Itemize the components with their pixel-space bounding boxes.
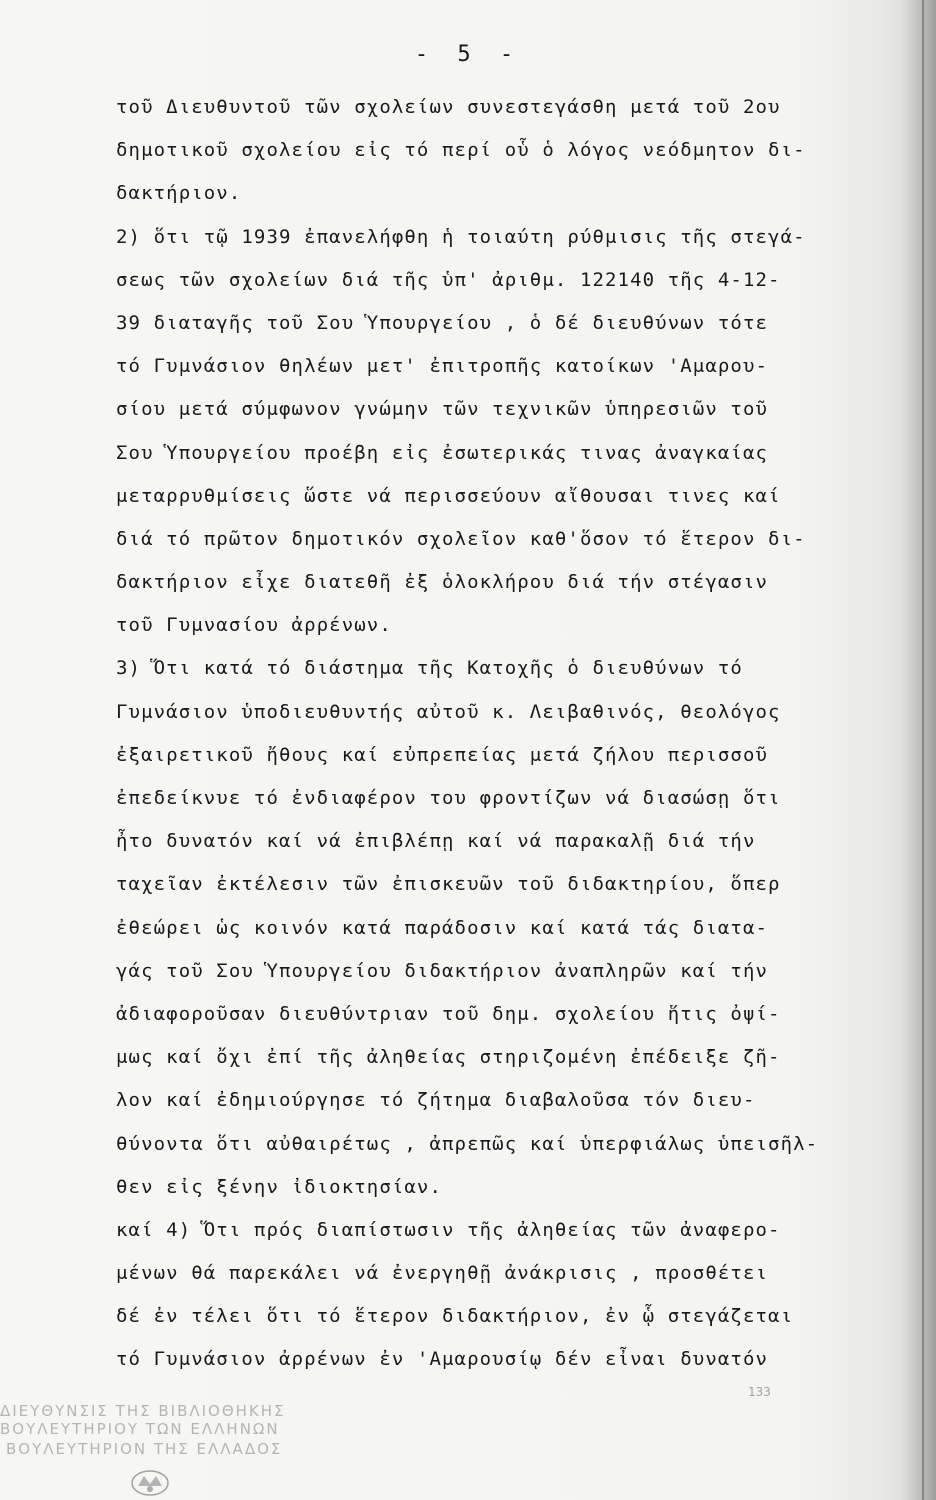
archive-page-code: 133 [748, 1385, 771, 1399]
text-line: γάς τοῦ Σου Ὑπουργείου διδακτήριον ἀναπληρῶν καί τήν [116, 959, 769, 982]
page-edge-line [922, 0, 924, 1500]
text-line: ἦτο δυνατόν καί νά ἐπιβλέπῃ καί νά παρακαλῇ διά τήν [116, 830, 756, 853]
text-line: μως καί ὄχι ἐπί τῆς ἀληθείας στηριζομένη ἐπέδειξε ζῆ- [116, 1046, 781, 1069]
library-stamp-line: ΔΙΕΥΘΥΝΣΙΣ ΤΗΣ ΒΙΒΛΙΟΘΗΚΗΣ [0, 1402, 286, 1420]
page-number: - 5 - [414, 42, 522, 67]
library-stamp-line: ΒΟΥΛΕΥΤΗΡΙΟΝ ΤΗΣ ΕΛΛΑΔΟΣ [6, 1440, 283, 1458]
text-line: σίου μετά σύμφωνον γνώμην τῶν τεχνικῶν ὑπηρεσιῶν τοῦ [116, 398, 769, 421]
text-line: μεταρρυθμίσεις ὥστε νά περισσεύουν αἴθουσαι τινες καί [116, 484, 781, 507]
text-line: θεν εἰς ξένην ἰδιοκτησίαν. [116, 1175, 443, 1198]
text-line: δημοτικοῦ σχολείου εἰς τό περί οὗ ὁ λόγος νεόδμητον δι- [116, 139, 806, 162]
text-line: σεως τῶν σχολείων διά τῆς ὑπ' ἀριθμ. 122140 τῆς 4-12- [116, 268, 781, 291]
text-line: Γυμνάσιον ὑποδιευθυντής αὐτοῦ κ. Λειβαθινός, θεολόγος [116, 700, 781, 723]
text-line: 39 διαταγῆς τοῦ Σου Ὑπουργείου , ὁ δέ διευθύνων τότε [116, 311, 769, 334]
text-line: 3) Ὅτι κατά τό διάστημα τῆς Κατοχῆς ὁ διευθύνων τό [116, 657, 743, 680]
page-edge-shadow [900, 0, 936, 1500]
text-line: καί 4) Ὅτι πρός διαπίστωσιν τῆς ἀληθείας τῶν ἀναφερο- [116, 1218, 781, 1241]
text-line: τό Γυμνάσιον θηλέων μετ' ἐπιτροπῆς κατοίκων 'Αμαρου- [116, 355, 769, 378]
text-line: μένων θά παρεκάλει νά ἐνεργηθῇ ἀνάκρισις , προσθέτει [116, 1262, 769, 1285]
text-line: δακτήριον εἶχε διατεθῆ ἐξ ὁλοκλήρου διά τήν στέγασιν [116, 571, 769, 594]
text-line: ἀδιαφοροῦσαν διευθύντριαν τοῦ δημ. σχολείου ἥτις ὀψί- [116, 1002, 781, 1025]
text-line: τοῦ Γυμνασίου ἀρρένων. [116, 614, 392, 637]
text-line: ἐθεώρει ὡς κοινόν κατά παράδοσιν καί κατά τάς διατα- [116, 916, 769, 939]
text-line: θύνοντα ὅτι αὐθαιρέτως , ἀπρεπῶς καί ὑπερφιάλως ὑπεισῆλ- [116, 1132, 819, 1155]
text-line: τό Γυμνάσιον ἀρρένων ἐν 'Αμαρουσίῳ δέν εἶναι δυνατόν [116, 1348, 769, 1371]
text-line: δακτήριον. [116, 182, 242, 205]
library-stamp-line: ΒΟΥΛΕΥΤΗΡΙΟΥ ΤΩΝ ΕΛΛΗΝΩΝ [0, 1420, 280, 1438]
text-line: δέ ἐν τέλει ὅτι τό ἕτερον διδακτήριον, ἐν ᾧ στεγάζεται [116, 1305, 794, 1328]
text-line: τοῦ Διευθυντοῦ τῶν σχολείων συνεστεγάσθη μετά τοῦ 2ου [116, 96, 781, 118]
text-line: ἐξαιρετικοῦ ἤθους καί εὐπρεπείας μετά ζήλου περισσοῦ [116, 743, 769, 766]
text-line: διά τό πρῶτον δημοτικόν σχολεῖον καθ'ὅσον τό ἕτερον δι- [116, 527, 806, 550]
text-line: λον καί ἐδημιούργησε τό ζήτημα διαβαλοῦσα τόν διευ- [116, 1089, 756, 1112]
text-line: ταχεῖαν ἐκτέλεσιν τῶν ἐπισκευῶν τοῦ διδακτηρίου, ὅπερ [116, 873, 781, 896]
text-line: 2) ὅτι τῷ 1939 ἐπανελήφθη ἡ τοιαύτη ρύθμισις τῆς στεγά- [116, 225, 806, 248]
text-line: ἐπεδείκνυε τό ἐνδιαφέρον του φροντίζων νά διασώσῃ ὅτι [116, 787, 781, 809]
typed-body-text [116, 86, 896, 1382]
text-line: Σου Ὑπουργείου προέβη εἰς ἐσωτερικάς τινας ἀναγκαίας [116, 441, 769, 464]
seal-emblem-icon [128, 1468, 172, 1498]
